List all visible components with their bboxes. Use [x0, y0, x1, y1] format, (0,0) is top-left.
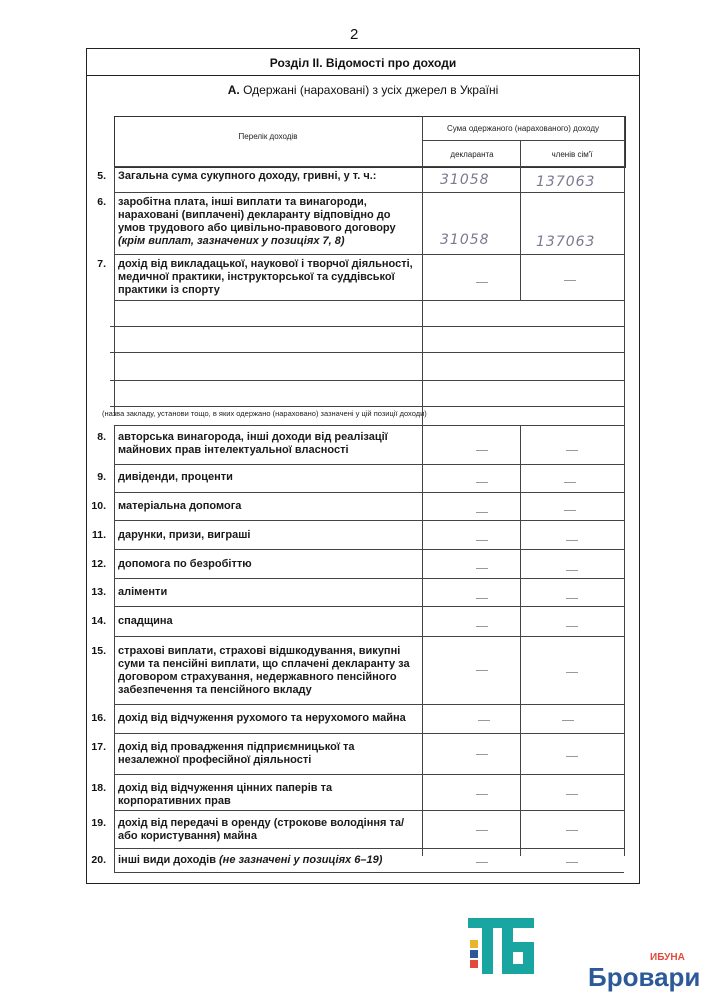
declarant-dash — [476, 482, 488, 483]
row-number: 13. — [91, 586, 106, 598]
row-description: дохід від провадження підприємницької та незалежної професійної діяльності — [118, 741, 355, 766]
header-divider — [422, 140, 624, 141]
family-amount: 137063 — [536, 234, 596, 250]
column-divider — [520, 140, 521, 300]
row-divider — [114, 425, 624, 426]
row-text-italic: (крім виплат, зазначених у позиціях 7, 8) — [118, 235, 345, 247]
family-amount: 137063 — [536, 174, 596, 190]
left-border — [114, 425, 115, 872]
declarant-dash — [478, 720, 490, 721]
row-divider — [114, 704, 624, 705]
declarant-dash — [476, 626, 488, 627]
row-divider — [114, 848, 624, 849]
row-divider — [114, 166, 624, 167]
row-description: матеріальна допомога — [118, 500, 242, 512]
left-border — [114, 166, 115, 416]
row-number: 9. — [97, 471, 106, 483]
declarant-dash — [476, 540, 488, 541]
family-dash — [566, 450, 578, 451]
row-number: 18. — [91, 782, 106, 794]
row-text-italic: (не зазначені у позиціях 6–19) — [219, 854, 383, 866]
subsection-title — [87, 83, 639, 97]
section-title: Розділ II. Відомості про доходи — [87, 49, 639, 76]
family-dash — [566, 570, 578, 571]
row-divider — [114, 192, 624, 193]
brovary-logo: Бровари — [588, 962, 701, 992]
row-description: страхові виплати, страхові відшкодування, викупні суми та пенсійні виплати, що сплачені декларанту за договором страхування, недержавного пенсійного забезпечення та пенсійного вкладу — [118, 645, 410, 696]
declarant-dash — [476, 670, 488, 671]
row-divider — [114, 549, 624, 550]
row-description: дохід від відчуження цінних паперів та корпоративних прав — [118, 782, 333, 807]
row-description: авторська винагорода, інші доходи від реалізації майнових прав інтелектуальної власності — [118, 431, 388, 456]
column-divider — [520, 425, 521, 856]
right-border — [624, 116, 625, 856]
row-divider — [114, 636, 624, 637]
subsection-letter: А. — [227, 83, 240, 97]
blank-line — [110, 352, 624, 353]
row-text: інші види доходів — [118, 854, 216, 866]
family-dash — [566, 756, 578, 757]
row-description: аліменти — [118, 586, 168, 598]
row-description: дохід від передачі в оренду (строкове володіння та/або користування) майна — [118, 817, 405, 842]
declarant-dash — [476, 862, 488, 863]
row-number: 14. — [91, 615, 106, 627]
blank-line — [110, 326, 624, 327]
row-number: 12. — [91, 558, 106, 570]
row-number: 16. — [91, 712, 106, 724]
row-number: 15. — [91, 645, 106, 657]
declarant-dash — [476, 754, 488, 755]
subsection-text: Одержані (нараховані) з усіх джерел в Україні — [243, 83, 499, 97]
row-number: 10. — [91, 500, 106, 512]
family-header: членів сім'ї — [551, 150, 593, 159]
list-header: Перелік доходів — [238, 132, 298, 141]
row-description: допомога по безробіттю — [118, 558, 252, 570]
declarant-header: декларанта — [450, 150, 494, 159]
family-dash — [566, 862, 578, 863]
row-number: 7. — [97, 258, 106, 270]
row-description: дивіденди, проценти — [118, 471, 233, 483]
row-divider — [114, 254, 624, 255]
declarant-dash — [476, 512, 488, 513]
row-description: спадщина — [118, 615, 173, 627]
row-divider — [114, 520, 624, 521]
row-number: 20. — [91, 854, 106, 866]
row-number: 5. — [97, 170, 106, 182]
row-description: дохід від викладацької, наукової і творчої діяльності, медичної практики, інструкторської та суддівської практики із спорту — [118, 258, 413, 296]
family-dash — [566, 830, 578, 831]
row-number: 17. — [91, 741, 106, 753]
family-dash — [566, 626, 578, 627]
row-description: дохід від відчуження рухомого та нерухомого майна — [118, 712, 406, 724]
row-number: 19. — [91, 817, 106, 829]
row-description — [118, 196, 418, 248]
row-number: 6. — [97, 196, 106, 208]
page-number: 2 — [350, 26, 359, 43]
family-dash — [566, 540, 578, 541]
family-dash — [564, 482, 576, 483]
family-dash — [562, 720, 574, 721]
row-divider — [114, 872, 624, 873]
declarant-dash — [476, 568, 488, 569]
row-text: заробітна плата, інші виплати та винагороди, нараховані (виплачені) декларанту відповідно до умов трудового або цивільно-правового договору — [118, 196, 396, 234]
row-number: 11. — [91, 529, 106, 541]
blank-line — [110, 406, 624, 407]
row-number: 8. — [97, 431, 106, 443]
sum-header: Сума одержаного (нарахованого) доходу — [446, 124, 599, 133]
row-divider — [114, 492, 624, 493]
row-divider — [114, 464, 624, 465]
column-divider — [422, 116, 423, 856]
row-description: дарунки, призи, виграші — [118, 529, 251, 541]
declarant-dash — [476, 830, 488, 831]
brovary-logo-small: ИБУНА — [650, 952, 685, 963]
row-divider — [114, 810, 624, 811]
row-divider — [114, 606, 624, 607]
row-description — [118, 854, 418, 867]
family-dash — [566, 672, 578, 673]
institution-caption: (назва закладу, установи тощо, в яких одержано (нараховано) зазначені у цій позиції доходи) — [102, 409, 427, 418]
family-dash — [564, 280, 576, 281]
family-dash — [566, 794, 578, 795]
declarant-dash — [476, 598, 488, 599]
tb-logo-icon — [468, 918, 534, 974]
declarant-amount: 31058 — [440, 232, 490, 248]
row-divider — [114, 578, 624, 579]
declarant-dash — [476, 450, 488, 451]
family-dash — [566, 598, 578, 599]
declarant-dash — [476, 282, 488, 283]
row-divider — [114, 300, 624, 301]
row-divider — [114, 774, 624, 775]
row-description: Загальна сума сукупного доходу, гривні, у т. ч.: — [118, 170, 377, 182]
declarant-dash — [476, 794, 488, 795]
declarant-amount: 31058 — [440, 172, 490, 188]
row-divider — [114, 733, 624, 734]
blank-line — [110, 380, 624, 381]
family-dash — [564, 510, 576, 511]
